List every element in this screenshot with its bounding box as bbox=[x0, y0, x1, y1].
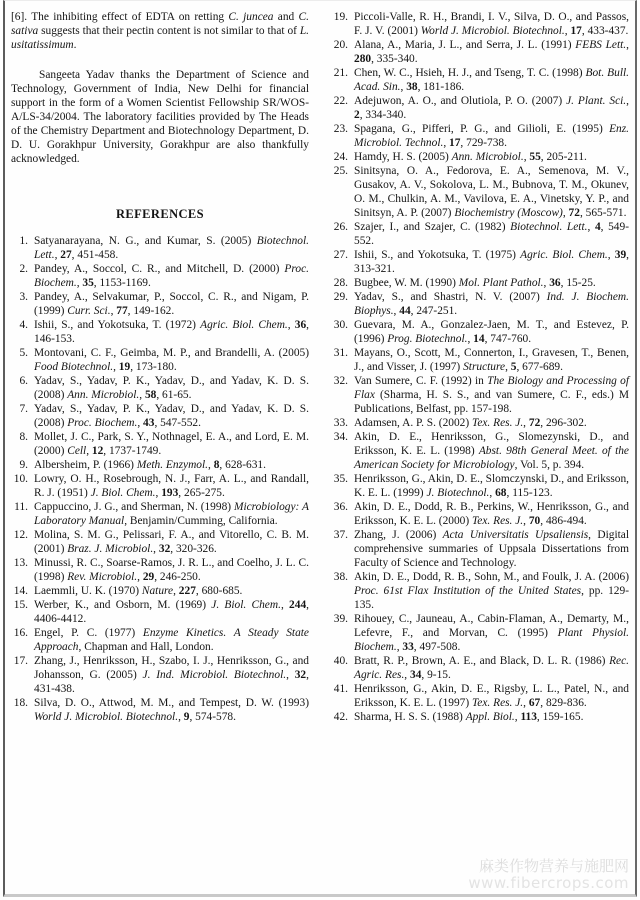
reference-number: 34. bbox=[333, 431, 348, 443]
reference-number: 26. bbox=[333, 221, 348, 233]
reference-number: 15. bbox=[13, 599, 28, 611]
reference-item bbox=[11, 556, 309, 584]
reference-number: 6. bbox=[19, 375, 28, 387]
reference-text: Lowry, O. H., Rosebrough, N. J., Farr, A. L., and Randall, R. J. (1951) J. Biol. Chem., 193, 265-275. bbox=[34, 473, 309, 499]
watermark bbox=[468, 858, 629, 893]
reference-number: 42. bbox=[333, 711, 348, 723]
reference-item bbox=[11, 626, 309, 654]
reference-number: 10. bbox=[13, 473, 28, 485]
references-heading: REFERENCES bbox=[115, 207, 205, 221]
reference-number: 30. bbox=[333, 319, 348, 331]
reference-item bbox=[331, 570, 629, 612]
reference-number: 8. bbox=[19, 431, 28, 443]
reference-text: Ishii, S., and Yokotsuka, T. (1972) Agric. Biol. Chem., 36, 146-153. bbox=[34, 319, 310, 345]
reference-item bbox=[11, 318, 309, 346]
reference-item bbox=[11, 654, 309, 696]
reference-text: Ishii, S., and Yokotsuka, T. (1975) Agric. Biol. Chem., 39, 313-321. bbox=[354, 249, 630, 275]
reference-number: 27. bbox=[333, 249, 348, 261]
reference-text: Szajer, I., and Szajer, C. (1982) Biotechnol. Lett., 4, 549-552. bbox=[354, 221, 629, 247]
reference-number: 32. bbox=[333, 375, 348, 387]
reference-number: 12. bbox=[13, 529, 28, 541]
reference-item bbox=[331, 318, 629, 346]
reference-text: Adamsen, A. P. S. (2002) Tex. Res. J., 72, 296-302. bbox=[354, 417, 587, 429]
reference-text: Henriksson, G., Akin, D. E., Slomczynski, D., and Eriksson, K. E. L. (1999) J. Biotechnol., 68, 115-123. bbox=[354, 473, 629, 499]
reference-number: 16. bbox=[13, 627, 28, 639]
reference-number: 38. bbox=[333, 571, 348, 583]
reference-item bbox=[331, 10, 629, 38]
reference-text: Satyanarayana, N. G., and Kumar, S. (2005) Biotechnol. Lett., 27, 451-458. bbox=[34, 235, 309, 261]
reference-item bbox=[11, 696, 309, 724]
reference-item bbox=[331, 528, 629, 570]
reference-item bbox=[11, 500, 309, 528]
reference-item bbox=[331, 430, 629, 472]
reference-item bbox=[331, 66, 629, 94]
paper-page bbox=[3, 0, 637, 897]
reference-item bbox=[11, 584, 309, 598]
reference-number: 24. bbox=[333, 151, 348, 163]
references-list-left bbox=[11, 234, 309, 724]
reference-text: Albersheim, P. (1966) Meth. Enzymol., 8, 628-631. bbox=[34, 459, 266, 471]
reference-number: 11. bbox=[14, 501, 28, 513]
reference-item bbox=[331, 290, 629, 318]
reference-text: Adejuwon, A. O., and Olutiola, P. O. (2007) J. Plant. Sci., 2, 334-340. bbox=[354, 95, 630, 121]
reference-number: 23. bbox=[333, 123, 348, 135]
reference-item bbox=[11, 472, 309, 500]
reference-item bbox=[11, 346, 309, 374]
reference-number: 40. bbox=[333, 655, 348, 667]
reference-number: 36. bbox=[333, 501, 348, 513]
acknowledgment-paragraph: Sangeeta Yadav thanks the Department of Science and Technology, Government of India, New Delhi for financial support in the form of a Women Scientist Fellowship SR/WOS-A/LS-34/2004. The laboratory facilities provided by The Heads of the Chemistry Department and Biotechnology Department, D. D. U. Gorakhpur University, Gorakhpur are also thankfully acknowledged. bbox=[11, 69, 309, 165]
reference-item bbox=[11, 598, 309, 626]
reference-text: Sinitsyna, O. A., Fedorova, E. A., Semenova, M. V., Gusakov, A. V., Sokolova, L. M., Bubnova, T. M., Okunev, O. M., Chulkin, A. M., Vavilova, E. A., Vinetsky, Y. P., and Sinitsyn, A. P. (2007) Biochemistry (Moscow), 72, 565-571. bbox=[354, 165, 629, 219]
reference-number: 4. bbox=[19, 319, 28, 331]
reference-item bbox=[331, 472, 629, 500]
reference-text: Montovani, C. F., Geimba, M. P., and Brandelli, A. (2005) Food Biotechnol., 19, 173-180. bbox=[34, 347, 309, 373]
reference-text: Bratt, R. P., Brown, A. E., and Black, D. L. R. (1986) Rec. Agric. Res., 34, 9-15. bbox=[354, 655, 629, 681]
reference-number: 33. bbox=[333, 417, 348, 429]
reference-text: Werber, K., and Osborn, M. (1969) J. Biol. Chem., 244, 4406-4412. bbox=[34, 599, 309, 625]
reference-number: 37. bbox=[333, 529, 348, 541]
reference-text: Akin, D. E., Henriksson, G., Slomezynski, D., and Eriksson, K. E. L. (1998) Abst. 98th General Meet. of the American Society for Microbiology, Vol. 5, p. 394. bbox=[354, 431, 629, 471]
watermark-url: www.fibercrops.com bbox=[468, 873, 629, 892]
reference-number: 31. bbox=[333, 347, 348, 359]
reference-item bbox=[331, 612, 629, 654]
reference-item bbox=[331, 500, 629, 528]
reference-text: Rihouey, C., Jauneau, A., Cabin-Flaman, A., Demarty, M., Lefevre, F., and Morvan, C. (1995) Plant Physiol. Biochem., 33, 497-508. bbox=[354, 613, 629, 653]
reference-item bbox=[331, 374, 629, 416]
reference-number: 2. bbox=[19, 263, 28, 275]
reference-number: 22. bbox=[333, 95, 348, 107]
reference-item bbox=[331, 710, 629, 724]
reference-text: Yadav, S., and Shastri, N. V. (2007) Ind. J. Biochem. Biophys., 44, 247-251. bbox=[354, 291, 629, 317]
reference-item bbox=[11, 528, 309, 556]
reference-item bbox=[331, 94, 629, 122]
reference-number: 35. bbox=[333, 473, 348, 485]
reference-item bbox=[11, 458, 309, 472]
reference-item bbox=[331, 248, 629, 276]
reference-item bbox=[331, 346, 629, 374]
reference-item bbox=[331, 220, 629, 248]
reference-text: Pandey, A., Selvakumar, P., Soccol, C. R., and Nigam, P. (1999) Curr. Sci., 77, 149-162. bbox=[34, 291, 309, 317]
reference-number: 14. bbox=[13, 585, 28, 597]
left-column bbox=[11, 10, 309, 724]
reference-item bbox=[11, 430, 309, 458]
reference-item bbox=[331, 122, 629, 150]
reference-text: Yadav, S., Yadav, P. K., Yadav, D., and Yadav, K. D. S. (2008) Proc. Biochem., 43, 547-552. bbox=[34, 403, 309, 429]
reference-text: Piccoli-Valle, R. H., Brandi, I. V., Silva, D. O., and Passos, F. J. V. (2001) World J. Microbiol. Biotechnol., 17, 433-437. bbox=[354, 11, 629, 37]
reference-number: 19. bbox=[333, 11, 348, 23]
reference-item bbox=[331, 150, 629, 164]
reference-number: 29. bbox=[333, 291, 348, 303]
reference-text: Alana, A., Maria, J. L., and Serra, J. L. (1991) FEBS Lett., 280, 335-340. bbox=[354, 39, 629, 65]
reference-item bbox=[331, 38, 629, 66]
reference-item bbox=[11, 290, 309, 318]
reference-number: 7. bbox=[19, 403, 28, 415]
reference-item bbox=[11, 234, 309, 262]
reference-number: 28. bbox=[333, 277, 348, 289]
reference-text: Bugbee, W. M. (1990) Mol. Plant Pathol., 36, 15-25. bbox=[354, 277, 596, 289]
reference-text: Laemmli, U. K. (1970) Nature, 227, 680-685. bbox=[34, 585, 243, 597]
reference-text: Guevara, M. A., Gonzalez-Jaen, M. T., and Estevez, P. (1996) Prog. Biotechnol., 14, 747-760. bbox=[354, 319, 629, 345]
reference-item bbox=[331, 654, 629, 682]
reference-item bbox=[11, 374, 309, 402]
reference-text: Mollet, J. C., Park, S. Y., Nothnagel, E. A., and Lord, E. M. (2000) Cell, 12, 1737-1749. bbox=[34, 431, 309, 457]
reference-text: Pandey, A., Soccol, C. R., and Mitchell, D. (2000) Proc. Biochem., 35, 1153-1169. bbox=[34, 263, 309, 289]
reference-number: 20. bbox=[333, 39, 348, 51]
reference-number: 9. bbox=[19, 459, 28, 471]
reference-text: Akin, D. E., Dodd, R. B., Sohn, M., and Foulk, J. A. (2006) Proc. 61st Flax Institution of the United States, pp. 129-135. bbox=[354, 571, 629, 611]
reference-text: Silva, D. O., Attwod, M. M., and Tempest, D. W. (1993) World J. Microbiol. Biotechnol., 9, 574-578. bbox=[34, 697, 309, 723]
reference-number: 1. bbox=[19, 235, 28, 247]
reference-text: Van Sumere, C. F. (1992) in The Biology and Processing of Flax (Sharma, H. S. S., and van Sumere, C. F., eds.) M Publications, Belfast, pp. 157-198. bbox=[354, 375, 629, 415]
reference-number: 25. bbox=[333, 165, 348, 177]
reference-text: Cappuccino, J. G., and Sherman, N. (1998) Microbiology: A Laboratory Manual, Benjamin/Cumming, California. bbox=[34, 501, 309, 527]
reference-number: 41. bbox=[333, 683, 348, 695]
reference-text: Yadav, S., Yadav, P. K., Yadav, D., and Yadav, K. D. S. (2008) Ann. Microbiol., 58, 61-65. bbox=[34, 375, 309, 401]
reference-text: Akin, D. E., Dodd, R. B., Perkins, W., Henriksson, G., and Eriksson, K. E. L. (2000) Tex. Res. J., 70, 486-494. bbox=[354, 501, 629, 527]
reference-text: Sharma, H. S. S. (1988) Appl. Biol., 113, 159-165. bbox=[354, 711, 584, 723]
reference-text: Minussi, R. C., Soarse-Ramos, J. R. L., and Coelho, J. L. C. (1998) Rev. Microbiol., 29, 246-250. bbox=[34, 557, 309, 583]
right-column bbox=[331, 10, 629, 724]
reference-text: Mayans, O., Scott, M., Connerton, I., Gravesen, T., Benen, J., and Visser, J. (1997) Structure, 5, 677-689. bbox=[354, 347, 629, 373]
reference-text: Molina, S. M. G., Pelissari, F. A., and Vitorello, C. B. M. (2001) Braz. J. Microbiol., 32, 320-326. bbox=[34, 529, 309, 555]
watermark-site-name: 麻类作物营养与施肥网 bbox=[478, 856, 629, 875]
reference-text: Engel, P. C. (1977) Enzyme Kinetics. A Steady State Approach, Chapman and Hall, London. bbox=[34, 627, 309, 653]
reference-number: 39. bbox=[333, 613, 348, 625]
reference-text: Henriksson, G., Akin, D. E., Rigsby, L. L., Patel, N., and Eriksson, K. E. L. (1997) Tex. Res. J., 67, 829-836. bbox=[354, 683, 629, 709]
intro-paragraph: [6]. The inhibiting effect of EDTA on retting C. juncea and C. sativa suggests that their pectin content is not similar to that of L. usitatissimum. bbox=[11, 11, 309, 51]
references-list-right bbox=[331, 10, 629, 724]
reference-text: Zhang, J., Henriksson, H., Szabo, I. J., Henriksson, G., and Johansson, G. (2005) J. Ind. Microbiol. Biotechnol., 32, 431-438. bbox=[34, 655, 309, 695]
reference-item bbox=[11, 402, 309, 430]
reference-number: 13. bbox=[13, 557, 28, 569]
reference-number: 21. bbox=[333, 67, 348, 79]
reference-text: Hamdy, H. S. (2005) Ann. Microbiol., 55, 205-211. bbox=[354, 151, 587, 163]
reference-text: Spagana, G., Pifferi, P. G., and Gilioli, E. (1995) Enz. Microbiol. Technol., 17, 729-738. bbox=[354, 123, 629, 149]
reference-number: 3. bbox=[19, 291, 28, 303]
reference-text: Zhang, J. (2006) Acta Universitatis Upsaliensis, Digital comprehensive summaries of Uppsala Dissertations from Faculty of Science and Technology. bbox=[354, 529, 629, 569]
reference-item bbox=[331, 682, 629, 710]
reference-item bbox=[331, 416, 629, 430]
reference-item bbox=[331, 276, 629, 290]
reference-number: 18. bbox=[13, 697, 28, 709]
reference-item bbox=[331, 164, 629, 220]
reference-number: 17. bbox=[13, 655, 28, 667]
reference-item bbox=[11, 262, 309, 290]
two-column-layout bbox=[11, 10, 629, 724]
reference-text: Chen, W. C., Hsieh, H. J., and Tseng, T. C. (1998) Bot. Bull. Acad. Sin., 38, 181-186. bbox=[354, 67, 629, 93]
reference-number: 5. bbox=[19, 347, 28, 359]
